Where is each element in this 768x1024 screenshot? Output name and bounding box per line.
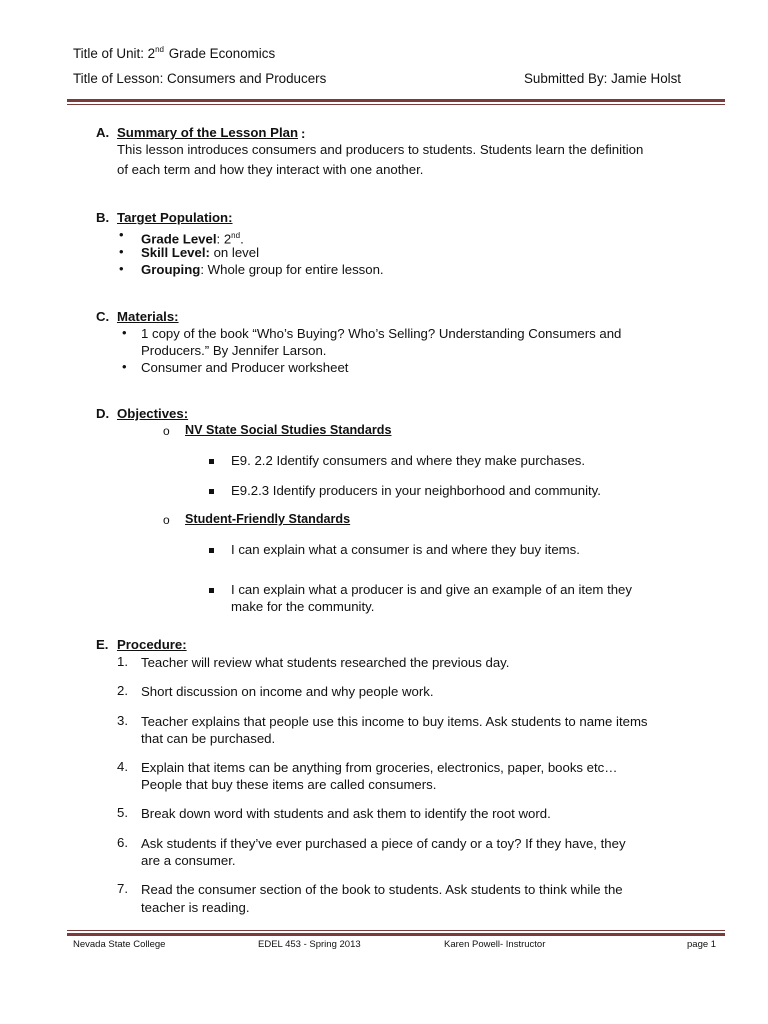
step-3-line-1: Teacher explains that people use this income to buy items. Ask students to name items xyxy=(141,714,648,729)
step-2-text: Short discussion on income and why people work. xyxy=(141,684,434,699)
section-a-title: Summary of the Lesson Plan xyxy=(117,125,299,140)
bullet-icon: • xyxy=(119,261,124,276)
section-c-letter: C. xyxy=(96,309,110,324)
square-bullet-icon xyxy=(209,588,214,593)
circle-bullet-icon: o xyxy=(163,424,170,438)
bullet-icon: • xyxy=(119,227,124,242)
section-d-title: Objectives: xyxy=(117,406,189,421)
submitted-by: Submitted By: Jamie Holst xyxy=(524,71,682,86)
footer-college: Nevada State College xyxy=(73,939,166,950)
step-number: 6. xyxy=(117,835,128,850)
bullet-icon: • xyxy=(122,325,127,340)
section-a-colon: : xyxy=(301,126,306,141)
unit-title: Title of Unit: 2nd Grade Economics xyxy=(73,45,276,61)
step-1-text: Teacher will review what students researched the previous day. xyxy=(141,655,510,670)
square-bullet-icon xyxy=(209,548,214,553)
section-e-title: Procedure: xyxy=(117,637,187,652)
summary-line-1: This lesson introduces consumers and producers to students. Students learn the definition xyxy=(117,142,644,157)
step-number: 2. xyxy=(117,683,128,698)
skill-level: Skill Level: on level xyxy=(141,245,260,260)
section-b-letter: B. xyxy=(96,210,110,225)
summary-line-2: of each term and how they interact with one another. xyxy=(117,162,424,177)
lesson-title: Title of Lesson: Consumers and Producers xyxy=(73,71,327,86)
step-7-line-2: teacher is reading. xyxy=(141,900,250,915)
section-b-title: Target Population: xyxy=(117,210,233,225)
step-5-text: Break down word with students and ask them to identify the root word. xyxy=(141,806,551,821)
nv-standards-title: NV State Social Studies Standards xyxy=(185,423,392,437)
square-bullet-icon xyxy=(209,489,214,494)
step-7-line-1: Read the consumer section of the book to students. Ask students to think while the xyxy=(141,882,623,897)
grouping: Grouping: Whole group for entire lesson. xyxy=(141,262,384,277)
section-e-letter: E. xyxy=(96,637,109,652)
material-2: Consumer and Producer worksheet xyxy=(141,360,349,375)
section-d-letter: D. xyxy=(96,406,110,421)
student-standard-2-line-2: make for the community. xyxy=(231,599,375,614)
step-4-line-2: People that buy these items are called consumers. xyxy=(141,777,437,792)
footer-instructor: Karen Powell- Instructor xyxy=(444,939,546,950)
step-number: 7. xyxy=(117,881,128,896)
footer-page-number: page 1 xyxy=(687,939,717,950)
section-c-title: Materials: xyxy=(117,309,179,324)
step-number: 5. xyxy=(117,805,128,820)
step-3-line-2: that can be purchased. xyxy=(141,731,276,746)
student-standard-2-line-1: I can explain what a producer is and give an example of an item they xyxy=(231,582,632,597)
step-number: 4. xyxy=(117,759,128,774)
student-standard-1: I can explain what a consumer is and where they buy items. xyxy=(231,542,580,557)
student-standards-title: Student-Friendly Standards xyxy=(185,512,351,526)
section-a-letter: A. xyxy=(96,125,110,140)
material-1-line-1: 1 copy of the book “Who’s Buying? Who’s Selling? Understanding Consumers and xyxy=(141,326,622,341)
footer-course: EDEL 453 - Spring 2013 xyxy=(258,939,361,950)
square-bullet-icon xyxy=(209,459,214,464)
step-4-line-1: Explain that items can be anything from groceries, electronics, paper, books etc… xyxy=(141,760,618,775)
nv-standard-2: E9.2.3 Identify producers in your neighborhood and community. xyxy=(231,483,601,498)
header-rule xyxy=(67,99,725,105)
bullet-icon: • xyxy=(122,359,127,374)
nv-standard-1: E9. 2.2 Identify consumers and where they make purchases. xyxy=(231,453,586,468)
grade-level: Grade Level: 2nd. xyxy=(141,231,244,247)
circle-bullet-icon: o xyxy=(163,513,170,527)
bullet-icon: • xyxy=(119,244,124,259)
step-number: 1. xyxy=(117,654,128,669)
step-6-line-2: are a consumer. xyxy=(141,853,236,868)
step-6-line-1: Ask students if they’ve ever purchased a piece of candy or a toy? If they have, they xyxy=(141,836,626,851)
step-number: 3. xyxy=(117,713,128,728)
material-1-line-2: Producers.” By Jennifer Larson. xyxy=(141,343,327,358)
footer-rule xyxy=(67,930,725,936)
